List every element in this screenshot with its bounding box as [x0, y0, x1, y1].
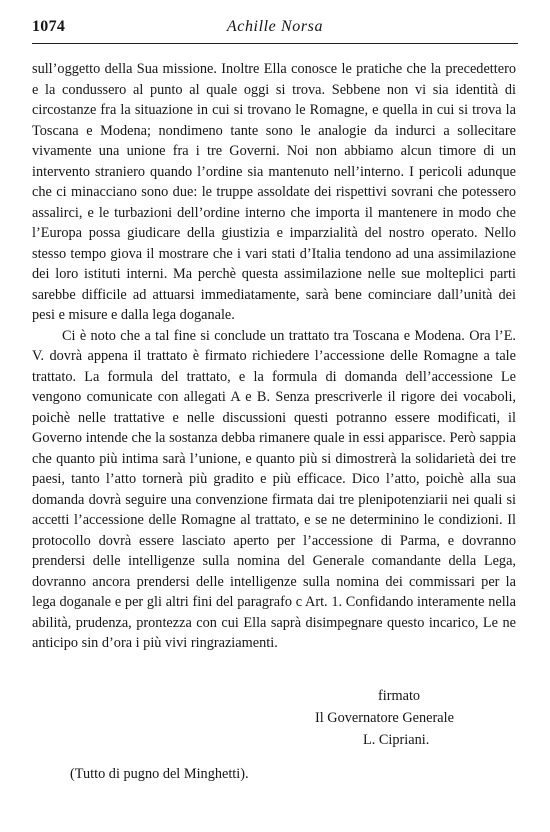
signature-firmato: firmato [378, 688, 421, 704]
signature-title: Il Governatore Generale [315, 710, 454, 726]
body-text [32, 59, 516, 654]
paragraph-1: sull’oggetto della Sua missione. Inoltre Ella conosce le pratiche che la precedettero e la condussero al punto al quale oggi si trova. Sebbene non vi sia identità di circostanze fra la situazione in cui si trovano le Romagne, e quella in cui si trova la Toscana e Modena; nondimeno tante sono le analogie da indurci a sollecitare vivamente una unione fra i tre Governi. Noi non abbiamo alcun timore di un intervento straniero quando l’ordine sia mantenuto nell’interno. I pericoli adunque che ci minacciano sono due: le truppe assoldate dei rispettivi sovrani che potessero assalirci, e le turbazioni dell’ordine interno che importa il mantenere in modo che l’Europa possa giudicare della giustizia e imparzialità del nostro operato. Nello stesso tempo giova il mostrare che i vari stati d’Italia tendono ad una assimilazione dei loro istituti interni. Ma perchè questa assimilazione nelle sue molteplici parti sarebbe difficile ad attuarsi immediatamente, sarà bene cominciare dall’unità dei pesi e misure e dalla lega doganale. [32, 61, 516, 323]
paragraph-2: Ci è noto che a tal fine si conclude un trattato tra Toscana e Modena. Ora l’E. V. dovrà appena il trattato è firmato richiedere l’accessione delle Romagne a tale trattato. La formula del trattato, e la formula di domanda dell’accessione Le vengono comunicate con allegati A e B. Senza prescriverle il rigore dei vocaboli, poichè nelle trattative e nelle discussioni questi potranno essere modificati, il Governo intende che la sostanza debba rimanere quale in essi apparisce. Però sappia che quanto più intima sarà l’unione, e quanto più si dimostrerà la solidarietà dei tre paesi, tanto l’atto tornerà più gradito e più efficace. Dico l’atto, poichè alla sua domanda dovrà seguire una convenzione firmata dai tre plenipotenziarii nei quali si accetti l’accessione delle Romagne al trattato, e se ne determinino le condizioni. Il protocollo dovrà essere lasciato aperto per l’accessione di Parma, e dovranno prendersi delle intelligenze sulla nomina del Generale comandante della Lega, dovranno ancora prendersi delle intelligenze sulla nomina dei commissari per la lega doganale e per gli altri fini del paragrafo c Art. 1. Confidando interamente nella abilità, prudenza, prontezza con cui Ella saprà disimpegnare questo incarico, Le ne anticipo sin d’ora i più vivi ringraziamenti. [32, 327, 516, 651]
page-header [32, 16, 518, 42]
header-rule [32, 43, 518, 44]
page-number: 1074 [32, 18, 66, 35]
running-title: Achille Norsa [226, 18, 324, 35]
closing-note: (Tutto di pugno del Minghetti). [70, 766, 249, 782]
signature-name: L. Cipriani. [363, 732, 430, 748]
signature-block [315, 685, 525, 751]
